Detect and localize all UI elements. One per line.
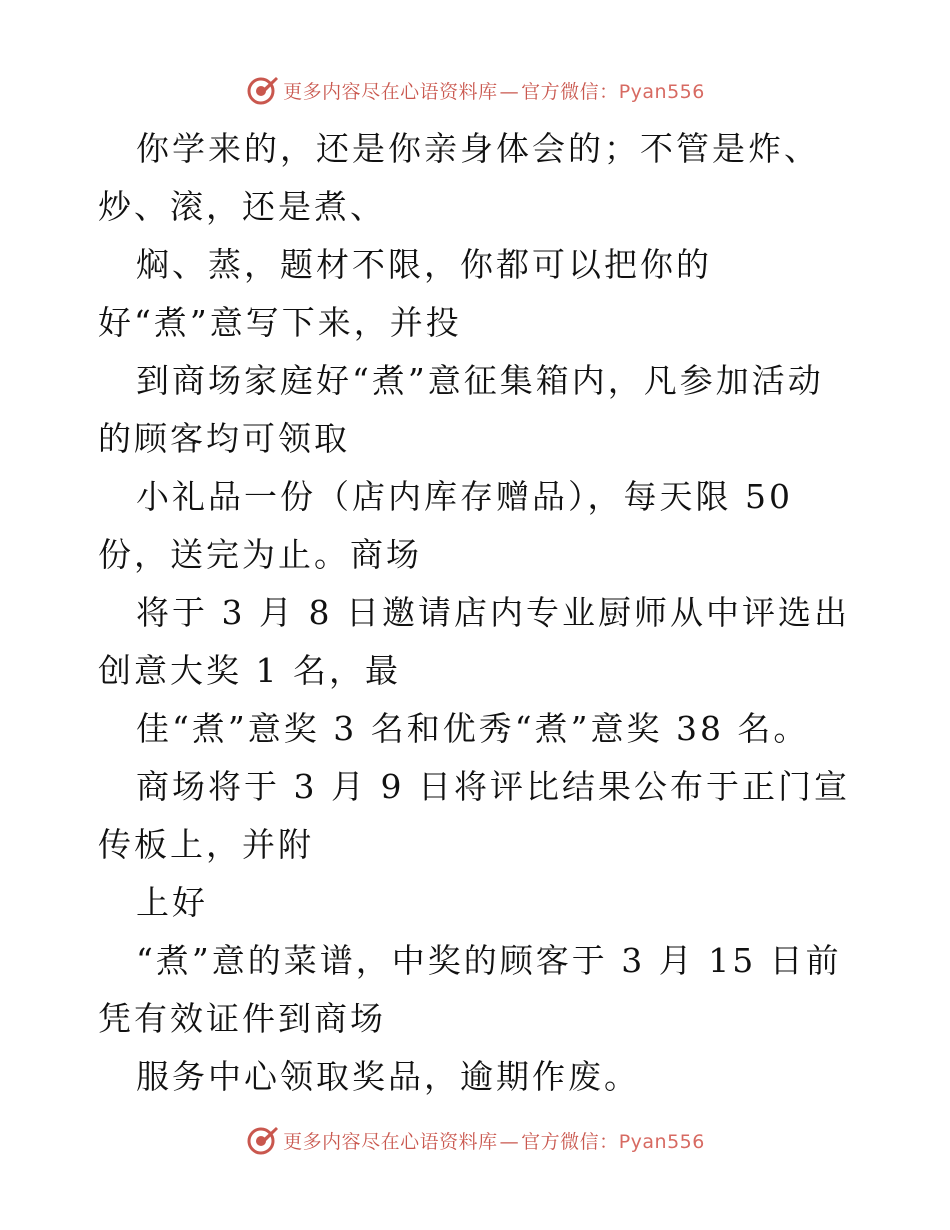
- paragraph-1: 你学来的，还是你亲身体会的；不管是炸、炒、滚，还是煮、: [98, 129, 820, 226]
- watermark-wechat-id: Pyan556: [618, 80, 705, 103]
- paragraph-2: 焖、蒸，题材不限，你都可以把你的好“煮”意写下来，并投: [98, 245, 712, 342]
- watermark-official: 官方微信：: [521, 1130, 619, 1153]
- paragraph-6: 佳“煮”意奖 3 名和优秀“煮”意奖 38 名。: [136, 709, 810, 748]
- paragraph-8: 上好: [136, 883, 208, 922]
- watermark-brand: 更多内容尽在心语资料库: [283, 1130, 498, 1153]
- paragraph-3: 到商场家庭好“煮”意征集箱内，凡参加活动的顾客均可领取: [98, 361, 824, 458]
- footer-watermark: [0, 1120, 950, 1160]
- paragraph-7: 商场将于 3 月 9 日将评比结果公布于正门宣传板上，并附: [98, 767, 850, 864]
- watermark-official: 官方微信：: [521, 80, 619, 103]
- watermark-wechat-id: Pyan556: [618, 1130, 705, 1153]
- pen-logo-icon: [245, 73, 279, 107]
- watermark-brand: 更多内容尽在心语资料库: [283, 80, 498, 103]
- paragraph-9: “煮”意的菜谱，中奖的顾客于 3 月 15 日前凭有效证件到商场: [98, 941, 842, 1038]
- watermark-dash: —: [499, 80, 520, 103]
- watermark-dash: —: [499, 1130, 520, 1153]
- paragraph-4: 小礼品一份（店内库存赠品），每天限 50 份，送完为止。商场: [98, 477, 793, 574]
- watermark-text: [283, 1127, 705, 1154]
- header-watermark: [0, 70, 950, 110]
- watermark-text: [283, 77, 705, 104]
- pen-logo-icon: [245, 1123, 279, 1157]
- paragraph-10: 服务中心领取奖品，逾期作废。: [136, 1057, 640, 1096]
- paragraph-5: 将于 3 月 8 日邀请店内专业厨师从中评选出创意大奖 1 名，最: [98, 593, 850, 690]
- document-body: [98, 120, 858, 1106]
